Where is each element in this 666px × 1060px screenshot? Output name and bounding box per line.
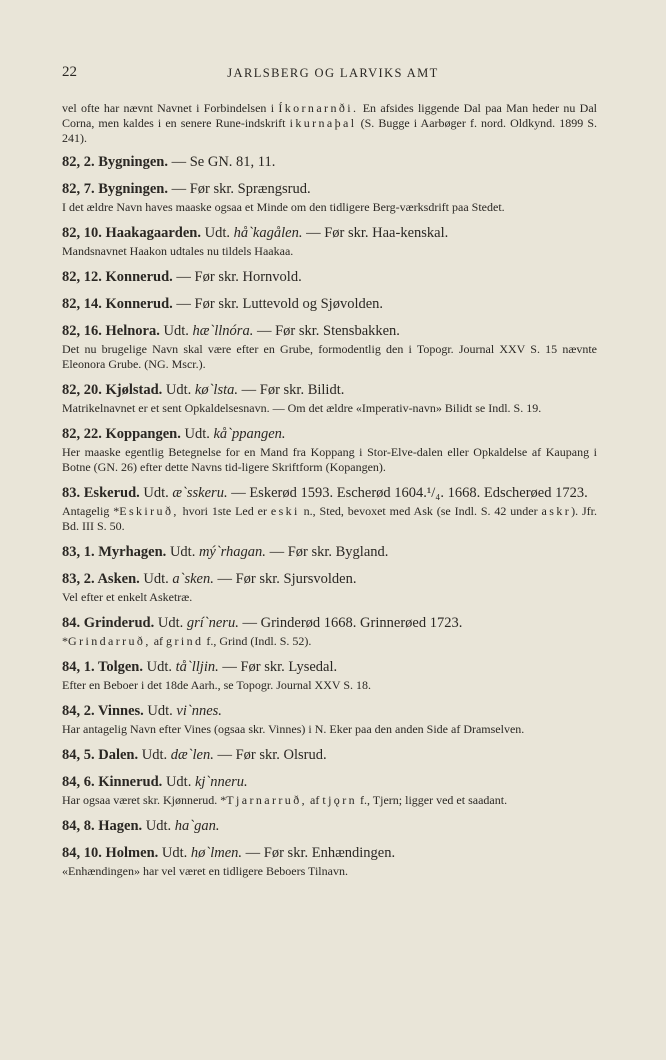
entry-note (62, 401, 597, 416)
spaced-form: askr (541, 504, 572, 518)
entry-number: 83. (62, 485, 84, 501)
text-run: Mandsnavnet Haakon udtales nu tildels Haakaa. (62, 244, 294, 258)
entry-name: Koppangen. (105, 426, 181, 442)
entry-note (62, 793, 597, 808)
spaced-form: eski (270, 504, 300, 518)
entry-name: Kjølstad. (105, 382, 163, 398)
entry-note (62, 342, 597, 372)
entry-number: 82, 2. (62, 154, 99, 170)
entry-spacer (62, 372, 597, 381)
entry-number: 83, 1. (62, 544, 99, 560)
text-run: af (307, 793, 323, 807)
entry-84-6 (62, 773, 597, 791)
pronunciation: æ`sskeru. (172, 485, 228, 501)
text-run: — Eskerød 1593. Escherød 1604.¹/₄. 1668. Edscherøed 1723. (227, 485, 588, 501)
text-run: Udt. (138, 747, 171, 763)
text-run: — Før skr. Olsrud. (213, 747, 327, 763)
entry-name: Grinderud. (83, 615, 155, 631)
pronunciation: kå`ppangen. (213, 426, 286, 442)
entry-name: Asken. (97, 571, 140, 587)
text-run: Udt. (159, 323, 193, 339)
text-run: Udt. (162, 774, 195, 790)
entry-number: 84, 6. (62, 774, 99, 790)
text-run: Udt. (142, 818, 175, 834)
text-run: ). Jfr. Bd. III S. 50. (62, 504, 598, 533)
spaced-form: Tjarnarruð, (226, 793, 308, 807)
text-run: — Før skr. Haa-kenskal. (302, 225, 449, 241)
text-run: Matrikelnavnet er et sent Opkaldelsesnavn. — Om det ældre «Imperativ-navn» Bilidt se Indl. S. 19. (62, 401, 542, 415)
entry-note (62, 244, 597, 259)
entry-spacer (62, 313, 597, 322)
entry-83-2 (62, 570, 597, 588)
text-run: Efter en Beboer i det 18de Aarh., se Topogr. Journal XXV S. 18. (62, 678, 371, 692)
entry-spacer (62, 286, 597, 295)
entry-83 (62, 484, 597, 502)
entry-82-20 (62, 381, 597, 399)
entry-spacer (62, 764, 597, 773)
entry-name: Myrhagen. (98, 544, 167, 560)
entry-note (62, 722, 597, 737)
text-run: Udt. (162, 382, 195, 398)
entry-84-8 (62, 817, 597, 835)
text-run: Her maaske egentlig Betegnelse for en Mand fra Koppang i Stor-Elve-dalen eller Opkaldelse af Kaupang i Botne (GN. 26) efter dette Navns tid-ligere Skriftform (Kopangen). (62, 445, 597, 474)
entry-number: 82, 10. (62, 225, 106, 241)
entry-number: 84, 8. (62, 818, 99, 834)
entry-number: 84, 10. (62, 845, 106, 861)
pronunciation: kø`lsta. (194, 382, 239, 398)
entry-spacer (62, 215, 597, 224)
entry-name: Helnora. (105, 323, 160, 339)
entry-number: 84. (62, 615, 84, 631)
entry-spacer (62, 605, 597, 614)
text-run: f., Tjern; ligger ved et saadant. (357, 793, 508, 807)
text-run: * (62, 634, 68, 648)
entry-number: 82, 12. (62, 269, 106, 285)
spaced-form: ikurnaþal (289, 116, 357, 130)
text-run: Udt. (200, 225, 234, 241)
pronunciation: mý`rhagan. (198, 544, 266, 560)
entry-name: Konnerud. (105, 296, 173, 312)
entry-name: Bygningen. (98, 181, 168, 197)
text-run: Har antagelig Navn efter Vines (ogsaa skr. Vinnes) i N. Eker paa den anden Side af Dramselven. (62, 722, 525, 736)
entry-spacer (62, 146, 597, 153)
entry-spacer (62, 737, 597, 746)
entry-spacer (62, 259, 597, 268)
pronunciation: grí`neru. (186, 615, 239, 631)
entry-spacer (62, 534, 597, 543)
text-run: — Før skr. Hornvold. (172, 269, 302, 285)
entry-name: Haakagaarden. (105, 225, 201, 241)
pronunciation: a`sken. (172, 571, 214, 587)
text-run: vel ofte har nævnt Navnet i Forbindelsen i (62, 101, 279, 115)
entry-note (62, 634, 597, 649)
text-run: — Før skr. Sjursvolden. (213, 571, 357, 587)
entry-82-2 (62, 153, 597, 171)
page-header (62, 64, 604, 86)
entry-number: 82, 22. (62, 426, 106, 442)
entry-83-1 (62, 543, 597, 561)
text-run: — Før skr. Enhændingen. (242, 845, 396, 861)
text-run: n., Sted, bevoxet med Ask (se Indl. S. 42 under (299, 504, 542, 518)
entry-spacer (62, 561, 597, 570)
entry-84-1 (62, 658, 597, 676)
text-run: Har ogsaa været skr. Kjønnerud. * (62, 793, 227, 807)
entry-84-5 (62, 746, 597, 764)
entry-number: 82, 20. (62, 382, 106, 398)
entry-note (62, 590, 597, 605)
entry-82-7 (62, 180, 597, 198)
text-run: Antagelig * (62, 504, 120, 518)
entry-spacer (62, 835, 597, 844)
text-run: Udt. (139, 485, 173, 501)
text-run: Udt. (143, 659, 176, 675)
text-run: — Før skr. Stensbakken. (253, 323, 400, 339)
entry-spacer (62, 475, 597, 484)
text-run: — Før skr. Lysedal. (218, 659, 338, 675)
text-run: Udt. (139, 571, 173, 587)
spaced-form: Eskiruð, (119, 504, 179, 518)
entry-note (62, 200, 597, 215)
text-run: af (150, 634, 167, 648)
text-run: hvori 1ste Led er (178, 504, 271, 518)
text-run: — Før skr. Luttevold og Sjøvolden. (172, 296, 384, 312)
entry-name: Hagen. (98, 818, 143, 834)
entry-82-22 (62, 425, 597, 443)
text-run: Udt. (154, 615, 187, 631)
entry-number: 83, 2. (62, 571, 98, 587)
running-title: JARLSBERG OG LARVIKS AMT (227, 66, 439, 80)
text-run: En afsides liggende Dal paa Man heder nu Dal Corna, men kaldes i en senere Rune-indskrift (62, 101, 597, 130)
entry-84-2 (62, 702, 597, 720)
pronunciation: kj`nneru. (194, 774, 248, 790)
spaced-form: grind (166, 634, 204, 648)
pronunciation: vi`nnes. (176, 703, 222, 719)
entry-name: Vinnes. (98, 703, 144, 719)
spaced-form: Grindarruð, (68, 634, 151, 648)
entry-number: 84, 2. (62, 703, 98, 719)
entry-name: Dalen. (98, 747, 139, 763)
text-run: Det nu brugelige Navn skal være efter en Grube, formodentlig den i Topogr. Journal XXV S. 15 nævnte Eleonora Grube. (NG. Mscr.). (62, 342, 597, 371)
entry-82-12 (62, 268, 597, 286)
text-run: — Før skr. Bilidt. (238, 382, 345, 398)
entry-84 (62, 614, 597, 632)
entry-name: Konnerud. (105, 269, 173, 285)
text-run: Vel efter et enkelt Asketræ. (62, 590, 193, 604)
entry-name: Tolgen. (98, 659, 143, 675)
pronunciation: hø`lmen. (190, 845, 243, 861)
text-run: — Før skr. Sprængsrud. (167, 181, 311, 197)
entry-name: Holmen. (105, 845, 159, 861)
entry-note (62, 445, 597, 475)
entry-number: 84, 5. (62, 747, 99, 763)
entry-spacer (62, 808, 597, 817)
entry-spacer (62, 171, 597, 180)
entry-spacer (62, 693, 597, 702)
page-number: 22 (62, 64, 77, 80)
entry-number: 82, 14. (62, 296, 106, 312)
text-run: Udt. (143, 703, 177, 719)
entry-note (62, 504, 597, 534)
entry-name: Kinnerud. (98, 774, 163, 790)
entry-spacer (62, 416, 597, 425)
entry-84-10 (62, 844, 597, 862)
entry-82-10 (62, 224, 597, 242)
text-run: Udt. (158, 845, 191, 861)
text-run: f., Grind (Indl. S. 52). (203, 634, 312, 648)
intro-paragraph (62, 101, 597, 146)
text-run: (S. Bugge i Aarbøger f. nord. Oldkynd. 1899 S. 241). (62, 116, 597, 145)
text-run: — Grinderød 1668. Grinnerøed 1723. (238, 615, 463, 631)
text-run: Udt. (180, 426, 214, 442)
pronunciation: ha`gan. (174, 818, 220, 834)
entry-spacer (62, 649, 597, 658)
pronunciation: hå`kagålen. (233, 225, 303, 241)
entry-note (62, 678, 597, 693)
text-run: — Før skr. Bygland. (265, 544, 389, 560)
entry-number: 82, 7. (62, 181, 99, 197)
entry-name: Eskerud. (83, 485, 140, 501)
text-run: Udt. (166, 544, 199, 560)
spaced-form: tjǫrn (322, 793, 358, 807)
entry-number: 82, 16. (62, 323, 106, 339)
text-run: «Enhændingen» har vel været en tidligere Beboers Tilnavn. (62, 864, 348, 878)
text-run: I det ældre Navn haves maaske ogsaa et Minde om den tidligere Berg-værksdrift paa Stedet. (62, 200, 505, 214)
entry-name: Bygningen. (98, 154, 168, 170)
entry-82-14 (62, 295, 597, 313)
pronunciation: tå`lljin. (175, 659, 219, 675)
page-body (62, 101, 597, 879)
pronunciation: hæ`llnóra. (192, 323, 254, 339)
pronunciation: dæ`len. (170, 747, 214, 763)
entry-note (62, 864, 597, 879)
entry-number: 84, 1. (62, 659, 98, 675)
spaced-form: Íkornarnði. (278, 101, 359, 115)
entry-82-16 (62, 322, 597, 340)
text-run: — Se GN. 81, 11. (167, 154, 276, 170)
